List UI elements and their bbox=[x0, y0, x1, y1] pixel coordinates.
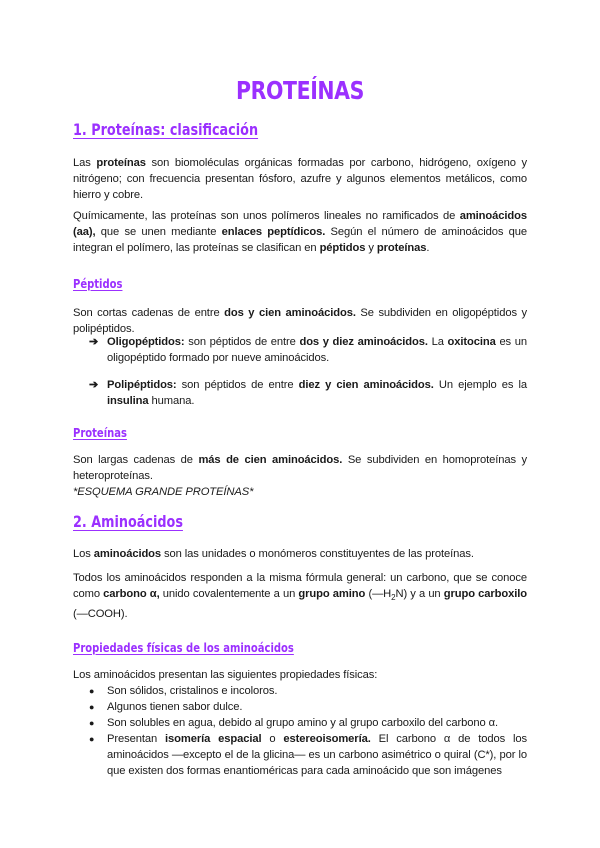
bold-term: diez y cien aminoácidos. bbox=[298, 379, 434, 391]
text: humana. bbox=[148, 395, 195, 408]
bold-term: insulina bbox=[107, 395, 149, 408]
text: Según el número de aminoácidos que integran el polímero, las proteínas se clasifican en bbox=[73, 226, 527, 255]
list-item-polipeptidos bbox=[89, 377, 527, 409]
list-item bbox=[89, 699, 527, 715]
bold-term: isomería espacial bbox=[165, 733, 262, 746]
bold-term: aminoácidos (aa), bbox=[73, 210, 527, 239]
text: El carbono α de todos los aminoácidos —excepto el de la glicina— es un carbono asimétrico o quiral (C*), por lo que existen dos formas enantioméricas para cada aminoácido que son imágenes bbox=[107, 733, 527, 778]
paragraph-proteinas-definicion bbox=[73, 155, 527, 203]
bullet-icon: ● bbox=[89, 718, 95, 729]
bullet-icon: ● bbox=[89, 686, 95, 696]
text: (—COOH). bbox=[73, 608, 128, 621]
text: N) y a un bbox=[395, 588, 444, 601]
text: Algunos tienen sabor dulce. bbox=[107, 701, 243, 714]
paragraph-aminoacidos-definicion bbox=[73, 546, 527, 562]
text: Son sólidos, cristalinos e incoloros. bbox=[107, 685, 278, 697]
bold-term: péptidos bbox=[319, 242, 366, 255]
bold-term: aminoácidos bbox=[93, 548, 162, 560]
text: que se unen mediante bbox=[95, 226, 222, 239]
text: Son largas cadenas de bbox=[73, 454, 199, 466]
text: son biomoléculas orgánicas formadas por carbono, hidrógeno, oxígeno y nitrógeno; con frecuencia presentan fósforo, azufre y algunos elementos metálicos, como hierro y cobre. bbox=[73, 157, 528, 202]
bold-term: Oligopéptidos: bbox=[107, 336, 185, 348]
text: Un ejemplo es la bbox=[433, 379, 527, 391]
esquema-note: *ESQUEMA GRANDE PROTEÍNAS* bbox=[73, 486, 254, 499]
text: Se subdividen en homoproteínas y heteroproteínas. bbox=[73, 454, 527, 483]
text: Son solubles en agua, debido al grupo amino y al grupo carboxilo del carbono α. bbox=[107, 717, 499, 730]
arrow-right-icon: ➔ bbox=[89, 336, 99, 348]
text: Presentan bbox=[107, 733, 165, 746]
bold-term: oxitocina bbox=[447, 336, 496, 348]
bold-term: carbono α, bbox=[103, 588, 160, 601]
text: Todos los aminoácidos responden a la misma fórmula general: un carbono, que se conoce como bbox=[73, 572, 527, 601]
text: son péptidos de entre bbox=[176, 379, 299, 391]
bold-term: dos y cien aminoácidos. bbox=[224, 307, 356, 319]
subscript: 2 bbox=[391, 593, 396, 603]
text: Se subdividen en oligopéptidos y polipéptidos. bbox=[73, 307, 527, 336]
subheading-propiedades-fisicas: Propiedades físicas de los aminoácidos bbox=[73, 640, 294, 655]
text: Químicamente, las proteínas son unos polímeros lineales no ramificados de bbox=[73, 210, 460, 222]
paragraph-peptidos bbox=[73, 305, 527, 337]
propiedades-list bbox=[89, 683, 527, 780]
list-item-oligopeptidos bbox=[89, 334, 527, 366]
section-heading-aminoacidos: 2. Aminoácidos bbox=[73, 512, 183, 531]
list-item bbox=[89, 715, 527, 731]
bold-term: grupo carboxilo bbox=[443, 588, 527, 601]
text: o bbox=[261, 733, 284, 746]
text: . bbox=[426, 242, 430, 255]
text: (—H bbox=[365, 588, 392, 601]
bold-term: proteínas bbox=[376, 242, 427, 255]
text: es un oligopéptido formado por nueve aminoácidos. bbox=[107, 336, 527, 365]
subheading-proteinas: Proteínas bbox=[73, 425, 127, 440]
bold-term: estereoisomería. bbox=[283, 733, 371, 746]
paragraph-quimicamente bbox=[73, 208, 527, 256]
paragraph-formula-general bbox=[73, 570, 527, 623]
section-heading-clasificacion: 1. Proteínas: clasificación bbox=[73, 120, 259, 139]
text: Son cortas cadenas de entre bbox=[73, 307, 225, 319]
bold-term: más de cien aminoácidos. bbox=[198, 454, 343, 466]
arrow-right-icon: ➔ bbox=[89, 379, 99, 391]
text: La bbox=[427, 336, 448, 348]
paragraph-proteinas bbox=[73, 452, 527, 500]
bold-term: enlaces peptídicos. bbox=[221, 226, 326, 239]
list-item bbox=[89, 683, 527, 699]
bullet-icon: ● bbox=[89, 702, 95, 713]
bold-term: Polipéptidos: bbox=[107, 379, 177, 391]
bold-term: proteínas bbox=[96, 157, 146, 169]
paragraph-propiedades-intro: Los aminoácidos presentan las siguientes propiedades físicas: bbox=[73, 669, 378, 681]
text: Las bbox=[73, 157, 97, 169]
bold-term: dos y diez aminoácidos. bbox=[299, 336, 428, 348]
text: Los bbox=[73, 548, 94, 560]
text: unido covalentemente a un bbox=[159, 588, 299, 601]
bullet-icon: ● bbox=[89, 734, 95, 745]
bold-term: grupo amino bbox=[298, 588, 366, 601]
text: y bbox=[365, 242, 377, 255]
page-title: PROTEÍNAS bbox=[236, 76, 364, 105]
list-item bbox=[89, 731, 527, 779]
text: son péptidos de entre bbox=[184, 336, 300, 348]
text: son las unidades o monómeros constituyentes de las proteínas. bbox=[161, 548, 474, 560]
subheading-peptidos: Péptidos bbox=[73, 276, 123, 291]
